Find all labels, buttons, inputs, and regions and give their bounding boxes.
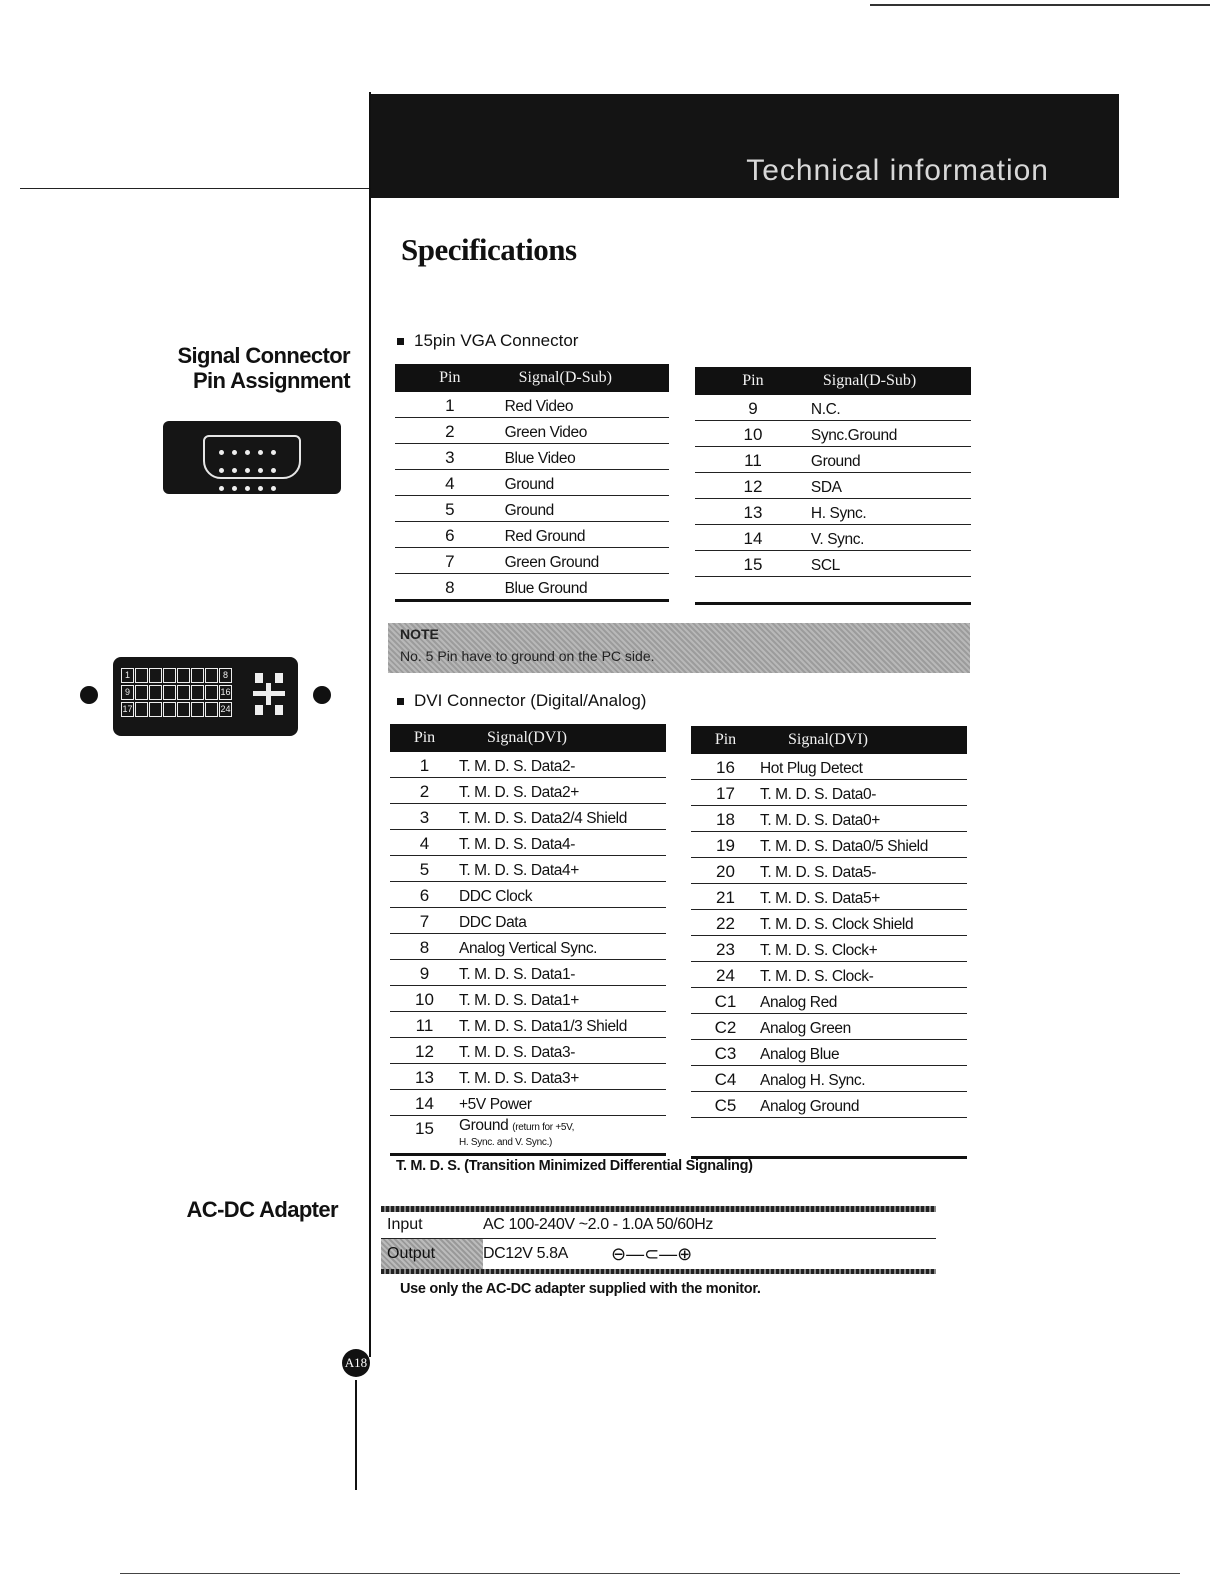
vertical-divider <box>369 92 371 1357</box>
table-row: 2 Green Video <box>395 418 669 444</box>
table-row: 18 T. M. D. S. Data0+ <box>691 806 967 832</box>
table-row: C1 Analog Red <box>691 988 967 1014</box>
table-row: 5 T. M. D. S. Data4+ <box>390 856 666 882</box>
col-signal-header: Signal(D-Sub) <box>505 364 669 392</box>
table-row: 4 T. M. D. S. Data4- <box>390 830 666 856</box>
table-row: 4 Ground <box>395 470 669 496</box>
note-title: NOTE <box>400 626 439 642</box>
bottom-rule <box>120 1573 1180 1574</box>
ground-signal: Ground <box>459 1117 509 1134</box>
table-row: 5 Ground <box>395 496 669 522</box>
table-row: 8 Blue Ground <box>395 574 669 601</box>
table-row: 6 DDC Clock <box>390 882 666 908</box>
table-row: 10 Sync.Ground <box>695 421 971 447</box>
table-row: 3 Blue Video <box>395 444 669 470</box>
note-text: No. 5 Pin have to ground on the PC side. <box>400 648 655 664</box>
top-right-rule <box>870 4 1210 6</box>
page-number-badge: A18 <box>342 1349 370 1377</box>
col-pin-header: Pin <box>691 726 760 754</box>
table-row: 12 SDA <box>695 473 971 499</box>
table-row: 17 T. M. D. S. Data0- <box>691 780 967 806</box>
table-row: 11 Ground <box>695 447 971 473</box>
table-row: 6 Red Ground <box>395 522 669 548</box>
table-row: 16 Hot Plug Detect <box>691 754 967 780</box>
dvi-pin-label: 24 <box>219 702 232 717</box>
dvi-analog-pins-icon <box>253 669 289 721</box>
header-band <box>371 94 1119 198</box>
vga-pins <box>215 443 291 497</box>
dvi-section-label <box>397 691 646 711</box>
table-row: 12 T. M. D. S. Data3- <box>390 1038 666 1064</box>
dvi-table-right <box>691 726 967 1159</box>
table-row: 2 T. M. D. S. Data2+ <box>390 778 666 804</box>
table-row: C4 Analog H. Sync. <box>691 1066 967 1092</box>
side-title-line1: Signal Connector <box>177 343 350 368</box>
side-title-ac-dc: AC-DC Adapter <box>186 1197 338 1222</box>
col-pin-header: Pin <box>390 724 459 752</box>
table-row: 9 T. M. D. S. Data1- <box>390 960 666 986</box>
dvi-pin-label: 8 <box>219 668 232 683</box>
table-row: C2 Analog Green <box>691 1014 967 1040</box>
vga-table-left <box>395 364 669 602</box>
table-row: 8 Analog Vertical Sync. <box>390 934 666 960</box>
table-row: 9 N.C. <box>695 395 971 421</box>
bullet-icon <box>397 698 404 705</box>
table-row: 10 T. M. D. S. Data1+ <box>390 986 666 1012</box>
tmds-footnote: T. M. D. S. (Transition Minimized Differential Signaling) <box>396 1158 753 1174</box>
input-label: Input <box>387 1216 423 1233</box>
dvi-pin-label: 17 <box>121 702 134 717</box>
table-row: 14 V. Sync. <box>695 525 971 551</box>
adapter-note: Use only the AC-DC adapter supplied with the monitor. <box>400 1281 761 1297</box>
bullet-icon <box>397 338 404 345</box>
col-signal-header: Signal(D-Sub) <box>811 367 971 395</box>
output-label: Output <box>381 1239 483 1269</box>
vertical-divider-lower <box>355 1380 357 1490</box>
vga-label-text: 15pin VGA Connector <box>414 331 579 350</box>
col-pin-header: Pin <box>395 364 505 392</box>
adapter-output-row <box>381 1239 936 1269</box>
table-row: 22 T. M. D. S. Clock Shield <box>691 910 967 936</box>
header-title: Technical information <box>746 154 1049 187</box>
table-row: 7 Green Ground <box>395 548 669 574</box>
dvi-connector-icon <box>113 657 298 736</box>
adapter-spec <box>381 1206 936 1274</box>
table-row: 20 T. M. D. S. Data5- <box>691 858 967 884</box>
vga-shell <box>203 435 301 479</box>
table-row: 15 SCL <box>695 551 971 577</box>
table-row: 23 T. M. D. S. Clock+ <box>691 936 967 962</box>
dvi-pin-label: 1 <box>121 668 134 683</box>
table-row: 1 T. M. D. S. Data2- <box>390 752 666 778</box>
col-signal-header: Signal(DVI) <box>760 726 967 754</box>
ground-note-2: H. Sync. and V. Sync.) <box>459 1137 553 1148</box>
adapter-bottom-border <box>381 1269 936 1274</box>
dvi-pin-label: 9 <box>121 685 134 700</box>
table-row-empty <box>691 1118 967 1158</box>
col-pin-header: Pin <box>695 367 811 395</box>
vga-section-label <box>397 331 578 351</box>
table-row: 19 T. M. D. S. Data0/5 Shield <box>691 832 967 858</box>
table-row: 1 Red Video <box>395 392 669 418</box>
table-row: C5 Analog Ground <box>691 1092 967 1118</box>
table-row: 11 T. M. D. S. Data1/3 Shield <box>390 1012 666 1038</box>
adapter-input-row <box>381 1212 936 1239</box>
table-row-empty <box>695 577 971 604</box>
polarity-icon: ⊖—⊂—⊕ <box>611 1243 693 1264</box>
note-box <box>388 623 970 673</box>
page-title: Specifications <box>401 232 577 267</box>
table-row: 13 H. Sync. <box>695 499 971 525</box>
table-row: 7 DDC Data <box>390 908 666 934</box>
table-row: 24 T. M. D. S. Clock- <box>691 962 967 988</box>
output-value: DC12V 5.8A <box>483 1245 568 1262</box>
left-header-rule <box>20 188 370 189</box>
dvi-screw-right-icon <box>313 686 331 704</box>
side-title-line2: Pin Assignment <box>192 368 350 393</box>
dvi-pin-label: 16 <box>219 685 232 700</box>
table-row: 13 T. M. D. S. Data3+ <box>390 1064 666 1090</box>
dvi-screw-left-icon <box>80 686 98 704</box>
dvi-table-left <box>390 724 666 1156</box>
table-row: 14 +5V Power <box>390 1090 666 1116</box>
table-row: 15 Ground (return for +5V, H. Sync. and V. Sync.) <box>390 1116 666 1155</box>
vga-connector-icon <box>163 421 341 494</box>
dvi-label-text: DVI Connector (Digital/Analog) <box>414 691 647 710</box>
ground-note-1: (return for +5V, <box>512 1122 575 1133</box>
side-title-signal-connector <box>177 343 350 393</box>
input-value: AC 100-240V ~2.0 - 1.0A 50/60Hz <box>483 1216 713 1233</box>
vga-table-right <box>695 367 971 605</box>
table-row: 21 T. M. D. S. Data5+ <box>691 884 967 910</box>
col-signal-header: Signal(DVI) <box>459 724 666 752</box>
table-row: C3 Analog Blue <box>691 1040 967 1066</box>
table-row: 3 T. M. D. S. Data2/4 Shield <box>390 804 666 830</box>
